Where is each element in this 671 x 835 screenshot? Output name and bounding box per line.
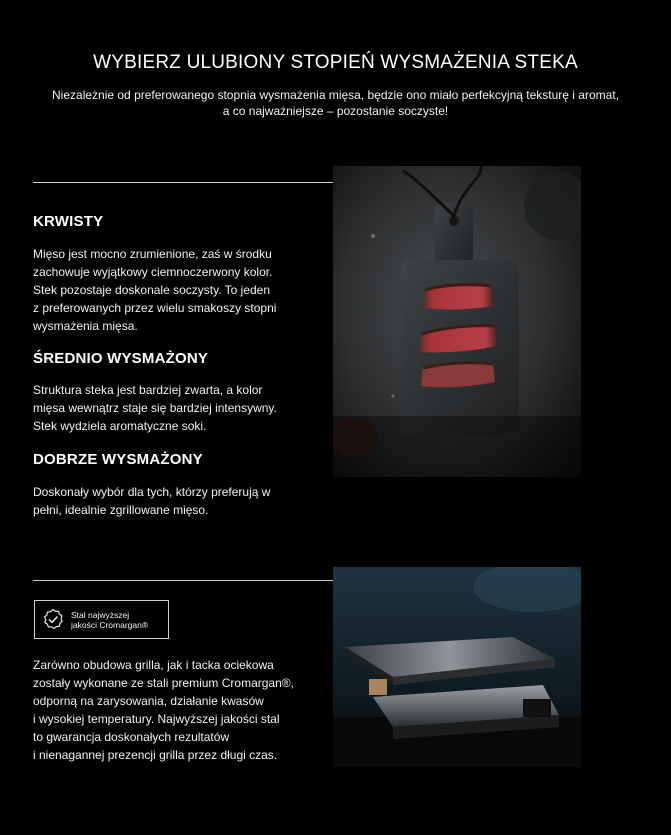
text-rare: Mięso jest mocno zrumienione, zaś w środku zachowuje wyjątkowy ciemnoczerwony kolor. Stek pozostaje doskonale soczysty. To jeden z preferowanych przez wielu smakoszy stopni wysmażenia mięsa.	[33, 247, 277, 333]
checkmark-seal-icon	[41, 608, 65, 632]
quality-badge	[34, 600, 169, 639]
steak-board-photo	[333, 166, 581, 477]
page-title: WYBIERZ ULUBIONY STOPIEŃ WYSMAŻENIA STEKA	[93, 52, 578, 73]
grill-photo	[333, 567, 581, 767]
grill-illustration	[333, 567, 581, 767]
text-well-done: Doskonały wybór dla tych, którzy preferują w pełni, idealnie zgrillowane mięso.	[33, 485, 271, 517]
steak-board-illustration	[333, 166, 581, 477]
steak-slice-rare	[423, 285, 493, 310]
steak-slice-well-done	[421, 363, 495, 388]
heading-rare: KRWISTY	[33, 213, 104, 230]
text-medium: Struktura steka jest bardziej zwarta, a kolor mięsa wewnątrz staje się bardziej intensywny. Stek wydziela aromatyczne soki.	[33, 383, 277, 433]
quality-badge-label: Stal najwyższej jakości Cromargan®	[71, 609, 149, 630]
page-subtitle: Niezależnie od preferowanego stopnia wysmażenia mięsa, będzie ono miało perfekcyjną teksturę i aromat, a co najważniejsze – pozostanie soczyste!	[52, 88, 619, 118]
heading-medium: ŚREDNIO WYSMAŻONY	[33, 350, 209, 367]
heading-well-done: DOBRZE WYSMAŻONY	[33, 451, 203, 468]
material-description: Zarówno obudowa grilla, jak i tacka ociekowa zostały wykonane ze stali premium Cromargan®, odporną na zarysowania, działanie kwasów i wysokiej temperatury. Najwyższej jakości stal to gwarancja doskonałych rezultatów i nienagannej prezencji grilla przez długi czas.	[33, 658, 294, 762]
